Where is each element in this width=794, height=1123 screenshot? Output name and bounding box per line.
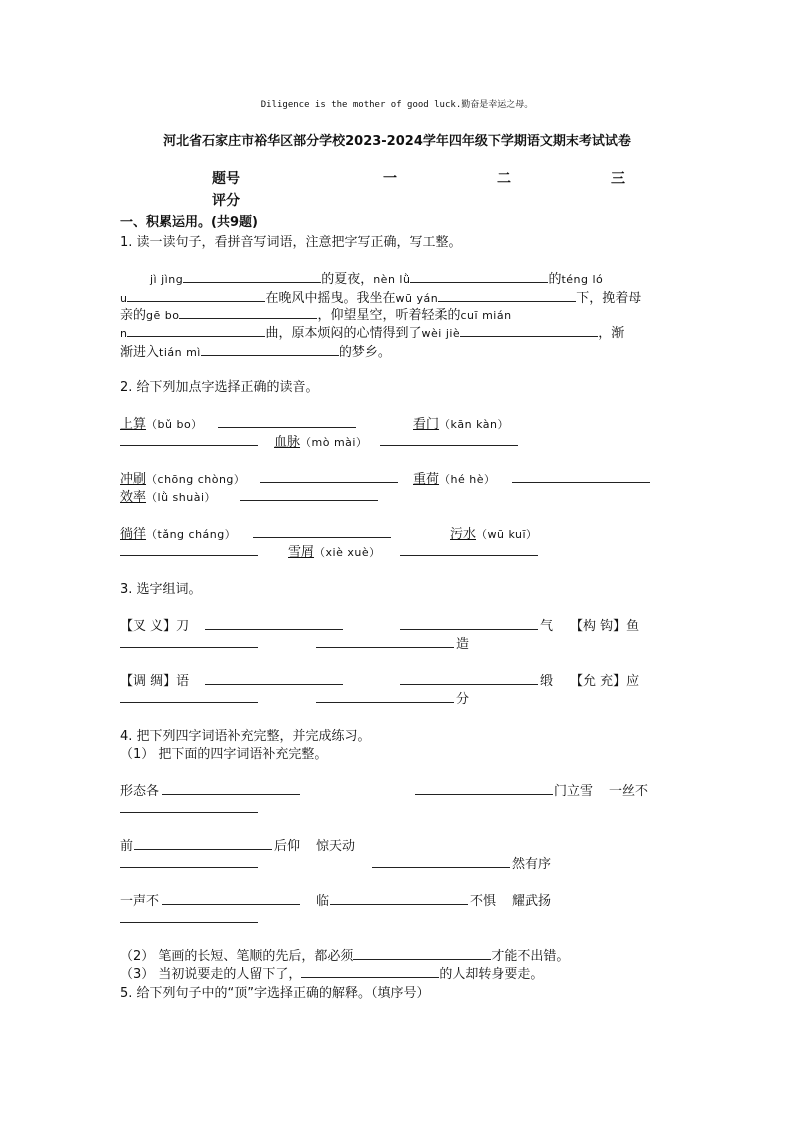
q2-item-5 <box>413 468 496 487</box>
q3-group-2: 【构 钩】鱼 <box>570 619 640 634</box>
pinyin: cuī mián <box>460 309 512 322</box>
q1-prompt: 1. 读一读句子，看拼音写词语，注意把字写正确，写工整。 <box>120 235 462 250</box>
pinyin: jì jìng <box>150 273 184 286</box>
q2-item-9 <box>288 541 381 560</box>
q4-word-3: 一丝不 <box>609 784 649 799</box>
q4-word-5: 后仰 <box>274 839 301 854</box>
q4-word-2: 门立雪 <box>554 784 594 799</box>
word: 污水 <box>450 527 477 542</box>
table-col-1: 一 <box>383 171 397 187</box>
word: 血脉 <box>274 435 301 450</box>
text: 下，挽着母 <box>576 291 642 306</box>
pinyin: n <box>120 327 128 340</box>
q3-group-4: 【允 充】应 <box>570 674 640 689</box>
text: ，仰望星空，听着轻柔的 <box>317 308 461 323</box>
pinyin-options: （chōng chòng） <box>146 473 246 486</box>
pinyin: u <box>120 292 128 305</box>
section-1-heading: 一、积累运用。(共9题) <box>120 215 258 230</box>
motto: Diligence is the mother of good luck.勤奋是幸运之母。 <box>260 100 534 110</box>
word: 徜徉 <box>120 527 147 542</box>
q4-word-1: 形态各 <box>120 784 160 799</box>
q3-group-1-b: 气 <box>540 619 554 634</box>
q4-sub-1: （1） 把下面的四字词语补充完整。 <box>120 747 328 762</box>
word: 上算 <box>120 417 147 432</box>
pinyin-options: （hé hè） <box>439 473 496 486</box>
pinyin: tián mì <box>159 346 201 359</box>
page-title: 河北省石家庄市裕华区部分学校2023-2024学年四年级下学期语文期末考试试卷 <box>163 134 631 149</box>
answer-line[interactable] <box>205 629 343 630</box>
q3-group-2-b: 造 <box>456 637 470 652</box>
table-col-3: 三 <box>611 171 625 187</box>
answer-line[interactable] <box>120 922 258 923</box>
answer-line[interactable] <box>415 794 553 795</box>
pinyin: gē bo <box>146 309 180 322</box>
answer-line[interactable] <box>134 849 272 850</box>
pinyin-options: （wū kuī） <box>476 528 538 541</box>
text: 的梦乡。 <box>338 345 391 360</box>
pinyin-options: （bǔ bo） <box>146 418 203 431</box>
pinyin-options: （tǎng cháng） <box>146 528 237 541</box>
q2-item-2 <box>413 413 509 432</box>
text: 才能不出错。 <box>491 949 570 964</box>
answer-line[interactable] <box>205 684 343 685</box>
q1-line-5 <box>120 341 391 360</box>
q3-prompt: 3. 选字组词。 <box>120 582 202 597</box>
pinyin-options: （xiè xuè） <box>314 546 381 559</box>
blank[interactable] <box>127 288 265 302</box>
q4-sub-3 <box>120 963 543 982</box>
text: 的夏夜， <box>321 272 374 287</box>
q4-word-8: 一声不 <box>120 894 160 909</box>
answer-line[interactable] <box>162 904 300 905</box>
blank[interactable] <box>353 946 491 960</box>
pinyin-options: （lǜ shuài） <box>146 491 217 504</box>
q3-group-3: 【调 绸】语 <box>120 674 190 689</box>
answer-line[interactable] <box>120 445 258 446</box>
text: （2） 笔画的长短、笔顺的先后，都必须 <box>120 949 354 964</box>
blank[interactable] <box>201 342 339 356</box>
q2-item-4 <box>120 468 245 487</box>
blank[interactable] <box>410 269 548 283</box>
q4-word-11: 耀武扬 <box>512 894 552 909</box>
text: 亲的 <box>120 308 147 323</box>
answer-line[interactable] <box>120 647 258 648</box>
answer-line[interactable] <box>162 794 300 795</box>
blank[interactable] <box>179 305 317 319</box>
text: ，渐 <box>598 326 625 341</box>
q4-word-10: 不惧 <box>470 894 497 909</box>
answer-line[interactable] <box>240 500 378 501</box>
answer-line[interactable] <box>400 629 538 630</box>
answer-line[interactable] <box>372 867 510 868</box>
answer-line[interactable] <box>253 537 391 538</box>
text: 曲，原本烦闷的心情得到了 <box>265 326 422 341</box>
pinyin: téng ló <box>561 273 604 286</box>
q2-item-6 <box>120 486 216 505</box>
word: 雪屑 <box>288 545 315 560</box>
q2-prompt: 2. 给下列加点字选择正确的读音。 <box>120 380 319 395</box>
q2-item-7 <box>120 523 236 542</box>
q3-group-3-b: 缎 <box>540 674 554 689</box>
pinyin: wū yán <box>395 292 439 305</box>
answer-line[interactable] <box>400 555 538 556</box>
pinyin: wèi jiè <box>421 327 461 340</box>
text: 的人却转身要走。 <box>439 967 544 982</box>
blank[interactable] <box>301 964 439 978</box>
word: 效率 <box>120 490 147 505</box>
q5-prompt: 5. 给下列句子中的“顶”字选择正确的解释。（填序号） <box>120 986 430 1001</box>
q4-word-7: 然有序 <box>512 857 552 872</box>
text: 在晚风中摇曳。我坐在 <box>265 291 396 306</box>
q2-item-3 <box>274 431 367 450</box>
q2-item-8 <box>450 523 538 542</box>
q1-line-4 <box>120 322 624 341</box>
table-col-2: 二 <box>497 171 511 187</box>
table-tihao: 题号 <box>212 171 240 187</box>
q3-group-4-b: 分 <box>456 692 470 707</box>
q3-group-1: 【叉 义】刀 <box>120 619 190 634</box>
pinyin: nèn lǜ <box>373 273 411 286</box>
table-pingfen: 评分 <box>212 193 240 209</box>
answer-line[interactable] <box>316 702 454 703</box>
answer-line[interactable] <box>260 482 398 483</box>
pinyin-options: （kān kàn） <box>439 418 509 431</box>
word: 重荷 <box>413 472 440 487</box>
q1-line-1 <box>150 268 603 287</box>
answer-line[interactable] <box>218 427 356 428</box>
blank[interactable] <box>183 269 321 283</box>
word: 看门 <box>413 417 440 432</box>
answer-line[interactable] <box>316 647 454 648</box>
text: （3） 当初说要走的人留下了， <box>120 967 302 982</box>
q4-word-4: 前 <box>120 839 134 854</box>
blank[interactable] <box>438 288 576 302</box>
answer-line[interactable] <box>380 445 518 446</box>
answer-line[interactable] <box>400 684 538 685</box>
text: 渐进入 <box>120 345 160 360</box>
q4-sub-2 <box>120 945 569 964</box>
q4-word-6: 惊天动 <box>316 839 356 854</box>
answer-line[interactable] <box>120 702 258 703</box>
answer-line[interactable] <box>330 904 468 905</box>
answer-line[interactable] <box>120 812 258 813</box>
answer-line[interactable] <box>512 482 650 483</box>
text: 的 <box>548 272 562 287</box>
blank[interactable] <box>460 323 598 337</box>
answer-line[interactable] <box>120 867 258 868</box>
q2-item-1 <box>120 413 203 432</box>
q1-line-3 <box>120 304 512 323</box>
q4-prompt: 4. 把下列四字词语补充完整，并完成练习。 <box>120 729 371 744</box>
pinyin-options: （mò mài） <box>300 436 368 449</box>
blank[interactable] <box>127 323 265 337</box>
q4-word-9: 临 <box>316 894 330 909</box>
answer-line[interactable] <box>120 555 258 556</box>
word: 冲刷 <box>120 472 147 487</box>
